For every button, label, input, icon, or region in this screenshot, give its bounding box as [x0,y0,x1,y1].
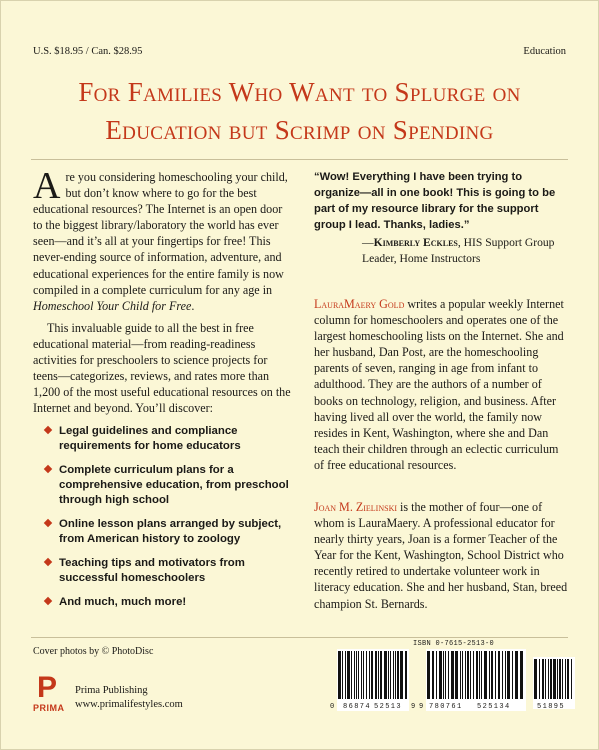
upc-barcode [337,649,409,711]
publisher-name: Prima Publishing [75,685,148,696]
barcode-bar [539,659,540,699]
barcode-bar [467,651,469,699]
barcode-bar [481,651,482,699]
book-title-inline: Homeschool Your Child for Free [33,298,192,313]
barcode-bar [354,651,355,699]
photo-credit: Cover photos by © PhotoDisc [33,646,154,657]
barcode-bar [507,651,510,699]
addon-number: 51895 [537,703,566,711]
diamond-bullet-icon [44,597,52,605]
barcode-bar [439,651,442,699]
barcode-bar [548,659,549,699]
barcode-bar [384,651,387,699]
barcode-bar [559,659,561,699]
author-name-gold: LauraMaery Gold [314,297,405,311]
barcode-bar [567,659,569,699]
barcode-bar [338,651,341,699]
barcode-bar [515,651,518,699]
barcode-bar [465,651,466,699]
intro-end: . [191,298,195,313]
barcode-bar [502,651,503,699]
barcode-bar [342,651,343,699]
publisher-info [75,684,183,712]
author-bio-text: is the mother of four—one of whom is LauraMaery. A professional educator for nearly thirty years, Joan is a former Teacher of the Year for the Kent, Washington, School District who recently retired to undertake volunteer work in literacy education. She and her husband, Stan, breed champion St. Bernards. [314,500,568,611]
list-item [33,424,293,454]
barcode-bar [378,651,379,699]
author-bio-gold [314,296,569,473]
barcode-bar [571,659,572,699]
author-bio-text: writes a popular weekly Internet column for homeschoolers and operates one of the largest homeschooling lists on the Internet. She and her husband, Dan Post, are the homeschooling parents of seven, ranging in age from infant to adulthood. They are the authors of a number of books on technology, religion, and business. After having lived all over the world, the family now resides in Kent, Washington, where she and Dan teach their children through an eclectic curriculum of free educational resources. [314,297,564,472]
barcode-bar [545,659,546,699]
barcode-bar [489,651,490,699]
list-item-text: Teaching tips and motivators from successful homeschoolers [59,557,245,585]
barcode-bar [380,651,382,699]
category-label: Education [523,46,566,57]
barcode-bar [520,651,523,699]
barcode-bar [565,659,566,699]
testimonial-quote: “Wow! Everything I have been trying to organize—all in one book! This is going to be part of my resource library for the support group I lead. Thanks, ladies.” [314,171,556,231]
headline [21,73,578,149]
upc-check-digit: 9 [411,703,417,711]
barcode-bar [460,651,461,699]
list-item-text: Complete curriculum plans for a comprehensive education, from preschool through high school [59,464,289,507]
barcode-bar [390,651,391,699]
guide-paragraph: This invaluable guide to all the best in free educational material—from reading-readiness activities for preschoolers to science projects for teens—categorizes, reviews, and rates more than 1,200 of the most useful educational resources on the Internet and beyond. You’ll discover: [33,320,291,416]
barcode-bar [356,651,357,699]
barcode-bar [369,651,370,699]
barcode-bar [484,651,487,699]
list-item-text: Online lesson plans arranged by subject, from American history to zoology [59,518,282,546]
barcode-bar [443,651,444,699]
barcode-bar [371,651,373,699]
list-item-text: And much, much more! [59,596,187,609]
barcode-bar [400,651,403,699]
upc-right-number: 52513 [374,703,403,711]
barcode-bar [491,651,493,699]
testimonial-role: , HIS Support Group Leader, Home Instructors [362,236,555,265]
prima-logo [33,671,65,713]
intro-paragraph [33,165,293,314]
barcode-bar [553,659,556,699]
barcode-bar [445,651,446,699]
price-label: U.S. $18.95 / Can. $28.95 [33,46,143,57]
barcode-bar [448,651,449,699]
list-item [33,595,293,610]
upc-left-digit: 0 [330,703,336,711]
barcode-bar [432,651,434,699]
barcode-bar [498,651,500,699]
barcode-bar [351,651,352,699]
prima-logo-word: PRIMA [33,703,65,713]
addon-barcode-bars [533,657,575,701]
barcode-bar [473,651,474,699]
testimonial-attribution [362,235,569,266]
barcode-bar [363,651,364,699]
drop-cap: A [33,165,61,207]
barcode-bar [557,659,558,699]
barcode-bar [393,651,394,699]
publisher-url: www.primalifestyles.com [75,699,183,710]
testimonial-name: Kimberly Eckles [373,236,458,249]
list-item [33,463,293,508]
intro-lead: re you considering homeschooling your child, but don’t know where to go for the best educational resources? The Internet is an open door to the biggest library/laboratory the world has ever seen—and it’s all at your fingertips for free! This never-ending source of information, adventure, and educational experiences for the entire family is now compiled in a complete curriculum for any age in [33,170,288,297]
ean-barcode [426,649,526,711]
top-bar [33,46,566,62]
barcode-bar [397,651,399,699]
barcode-bar [542,659,544,699]
barcode-bar [361,651,362,699]
isbn-label: ISBN 0-7615-2513-0 [413,640,495,648]
divider-top [31,159,568,160]
headline-line-1: For Families Who Want to Splurge on [78,77,521,107]
list-item [33,517,293,547]
barcode-bar [534,659,537,699]
ean-barcode-bars [426,649,526,701]
divider-bottom [31,637,568,638]
diamond-bullet-icon [44,558,52,566]
list-item [33,556,293,586]
right-column [314,169,569,611]
barcode-bar [436,651,437,699]
diamond-bullet-icon [44,519,52,527]
list-item-text: Legal guidelines and compliance requirements for home educators [59,425,241,453]
barcode-bar [476,651,478,699]
ean-right-number: 525134 [477,703,511,711]
barcode-bar [347,651,350,699]
feature-list [33,424,293,610]
ean-left-number: 780761 [429,703,463,711]
author-bio-zielinski [314,499,569,612]
upc-left-number: 86874 [343,703,372,711]
attribution-dash: — [362,236,374,249]
prima-logo-icon: P [37,671,58,704]
left-column [33,165,293,619]
ean-lead-digit: 9 [419,703,425,711]
barcode-bar [512,651,513,699]
barcode-bar [388,651,389,699]
barcode-bar [462,651,463,699]
diamond-bullet-icon [44,426,52,434]
barcode-bar [427,651,430,699]
barcode-bar [451,651,454,699]
barcode-bar [479,651,480,699]
diamond-bullet-icon [44,465,52,473]
barcode-bar [562,659,563,699]
addon-barcode [533,657,575,709]
barcode-bar [375,651,377,699]
upc-barcode-bars [337,649,409,701]
barcode-bar [358,651,359,699]
barcode-bar [455,651,458,699]
barcode-bar [550,659,552,699]
barcode-bar [405,651,407,699]
barcode-bar [395,651,396,699]
author-name-zielinski: Joan M. Zielinski [314,500,398,514]
barcode-bar [505,651,506,699]
barcode-bar [345,651,346,699]
barcode-bar [470,651,471,699]
barcode-bar [495,651,496,699]
barcode-bar [366,651,367,699]
headline-line-2: Education but Scrimp on Spending [105,115,494,145]
